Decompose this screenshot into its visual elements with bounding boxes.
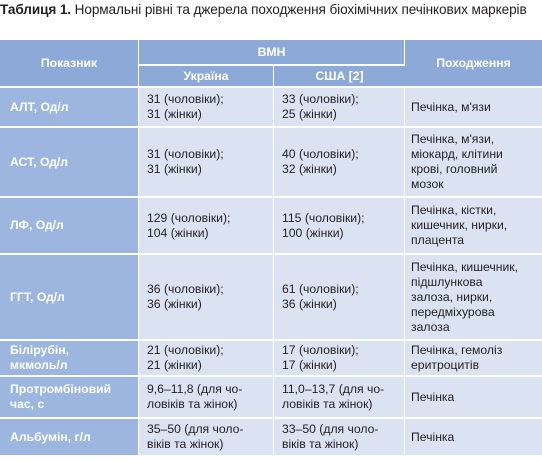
row-name-cell bbox=[0, 255, 139, 341]
cell-line: Альбумін, г/л bbox=[10, 429, 91, 444]
cell-line: мозок bbox=[411, 177, 444, 191]
cell-line: 61 (чоловіки); bbox=[282, 282, 359, 296]
cell-line: 17 (чоловіки); bbox=[282, 343, 359, 357]
cell-line: ГГТ, Од/л bbox=[10, 289, 65, 304]
ukraine-value-cell bbox=[139, 128, 274, 198]
row-name-cell bbox=[0, 419, 139, 457]
cell-line: час, с bbox=[10, 397, 45, 411]
cell-line: міокард, клітини bbox=[411, 147, 503, 161]
cell-line: Печінка, м'язи, bbox=[411, 132, 495, 146]
cell-line: Протромбіновий bbox=[10, 382, 112, 396]
cell-line: кишечник, нирки, bbox=[411, 218, 508, 232]
cell-line: Печінка bbox=[411, 429, 455, 444]
cell-line: Печінка, кишечник, bbox=[411, 259, 518, 274]
usa-value-cell bbox=[274, 419, 405, 457]
ukraine-value-cell bbox=[139, 377, 274, 419]
cell-line: 31 (жінки) bbox=[147, 162, 202, 176]
origin-cell bbox=[405, 255, 542, 341]
row-name-cell bbox=[0, 198, 139, 255]
cell-line: 100 (жінки) bbox=[282, 225, 344, 240]
cell-line: 25 (жінки) bbox=[282, 107, 337, 121]
cell-line: ЛФ, Од/л bbox=[10, 218, 64, 232]
cell-line: 21 (чоловіки); bbox=[147, 343, 224, 357]
cell-line: 11,0–13,7 (для чо- bbox=[282, 382, 385, 396]
cell-line: Білірубін, bbox=[10, 343, 69, 357]
data-table bbox=[0, 40, 542, 457]
origin-cell bbox=[405, 341, 542, 377]
caption-text: Нормальні рівні та джерела походження біохімічних печінкових маркерів bbox=[74, 2, 527, 17]
cell-line: передміхурова bbox=[411, 304, 495, 319]
cell-line: 36 (жінки) bbox=[147, 297, 202, 311]
ukraine-value-cell bbox=[139, 198, 274, 255]
origin-cell bbox=[405, 377, 542, 419]
cell-line: АЛТ, Од/л bbox=[10, 99, 69, 114]
cell-line: віків та жінок) bbox=[147, 437, 224, 451]
cell-line: мкмоль/л bbox=[10, 358, 68, 372]
table-row bbox=[0, 341, 542, 377]
cell-line: Печінка, м'язи bbox=[411, 99, 491, 114]
cell-line: Печінка, гемоліз bbox=[411, 343, 503, 357]
cell-line: ловіків та жінок) bbox=[282, 397, 373, 411]
cell-line: 129 (чоловіки); bbox=[147, 210, 231, 225]
cell-line: 33–50 (для чоло- bbox=[282, 422, 379, 436]
cell-line: залоза, нирки, bbox=[411, 289, 493, 304]
usa-value-cell bbox=[274, 128, 405, 198]
table-caption bbox=[0, 2, 540, 17]
table-row bbox=[0, 198, 542, 255]
row-name-cell bbox=[0, 377, 139, 419]
cell-line: Печінка, кістки, bbox=[411, 203, 497, 217]
cell-line: 32 (жінки) bbox=[282, 162, 337, 176]
header-indicator: Показник bbox=[0, 40, 139, 88]
usa-value-cell bbox=[274, 341, 405, 377]
caption-label: Таблиця 1. bbox=[0, 2, 71, 17]
cell-line: 35–50 (для чоло- bbox=[147, 422, 244, 436]
cell-line: 104 (жінки) bbox=[147, 225, 209, 240]
cell-line: 36 (чоловіки); bbox=[147, 282, 224, 296]
cell-line: АСТ, Од/л bbox=[10, 154, 69, 169]
origin-cell bbox=[405, 88, 542, 128]
table-row bbox=[0, 255, 542, 341]
row-name-cell bbox=[0, 341, 139, 377]
cell-line: 31 (жінки) bbox=[147, 107, 202, 121]
cell-line: 17 (жінки) bbox=[282, 358, 337, 372]
row-name-cell bbox=[0, 88, 139, 128]
cell-line: 31 (чоловіки); bbox=[147, 147, 224, 161]
ukraine-value-cell bbox=[139, 255, 274, 341]
usa-value-cell bbox=[274, 255, 405, 341]
cell-line: 115 (чоловіки); bbox=[282, 210, 365, 225]
usa-value-cell bbox=[274, 377, 405, 419]
row-name-cell bbox=[0, 128, 139, 198]
cell-line: Печінка bbox=[411, 389, 455, 404]
cell-line: підшлункова bbox=[411, 274, 483, 289]
cell-line: плацента bbox=[411, 233, 465, 247]
ukraine-value-cell bbox=[139, 419, 274, 457]
cell-line: крові, головний bbox=[411, 162, 498, 176]
cell-line: ловіків та жінок) bbox=[147, 397, 238, 411]
cell-line: залоза bbox=[411, 319, 450, 334]
usa-value-cell bbox=[274, 88, 405, 128]
cell-line: 33 (чоловіки); bbox=[282, 92, 359, 106]
header-vmn: ВМН bbox=[139, 40, 405, 66]
cell-line: 36 (жінки) bbox=[282, 297, 337, 311]
cell-line: 31 (чоловіки); bbox=[147, 92, 224, 106]
cell-line: віків та жінок) bbox=[282, 437, 359, 451]
origin-cell bbox=[405, 419, 542, 457]
header-ukraine: Україна bbox=[139, 66, 274, 88]
usa-value-cell bbox=[274, 198, 405, 255]
table-row bbox=[0, 88, 542, 128]
cell-line: еритроцитів bbox=[411, 358, 480, 372]
table-row bbox=[0, 419, 542, 457]
origin-cell bbox=[405, 128, 542, 198]
table-body bbox=[0, 88, 542, 457]
header-origin: Походження bbox=[405, 40, 542, 88]
cell-line: 9,6–11,8 (для чо- bbox=[147, 382, 243, 396]
header-usa: США [2] bbox=[274, 66, 405, 88]
cell-line: 40 (чоловіки); bbox=[282, 147, 359, 161]
table-row bbox=[0, 128, 542, 198]
ukraine-value-cell bbox=[139, 88, 274, 128]
ukraine-value-cell bbox=[139, 341, 274, 377]
cell-line: 21 (жінки) bbox=[147, 358, 202, 372]
table-row bbox=[0, 377, 542, 419]
origin-cell bbox=[405, 198, 542, 255]
